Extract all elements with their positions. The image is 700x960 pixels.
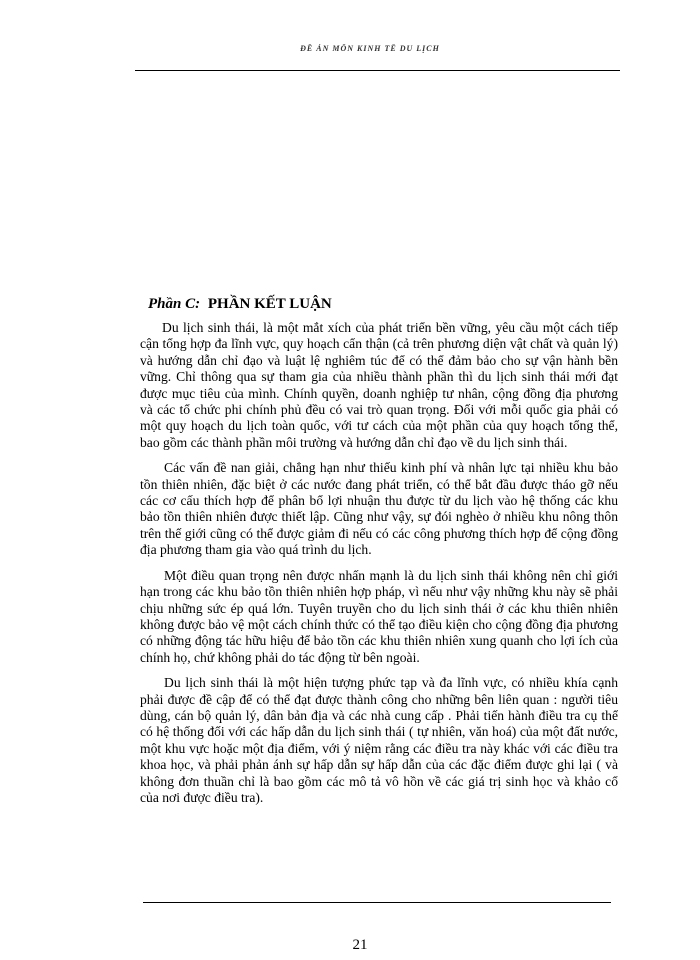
paragraph: Du lịch sinh thái là một hiện tượng phức tạp và đa lĩnh vực, có nhiều khía cạnh phải được đề cập để có thể đạt được thành công cho những bên liên quan : người tiêu dùng, cán bộ quản lý, dân bản địa và các nhà cung cấp . Phải tiến hành điều tra cụ thể có hệ thống đối với các hấp dẫn du lịch sinh thái ( tự nhiên, văn hoá) của một đất nước, một khu vực hoặc một địa điểm, với ý niệm rằng các điều tra này khác với các điều tra khoa học, và phải phản ánh sự hấp dẫn sự hấp dẫn của các đặc điểm được ghi lại ( và không đơn thuần chỉ là bao gồm các mô tả vô hồn về các giá trị sinh học và khảo cổ của nơi được điều tra). (140, 675, 618, 805)
header-divider (135, 70, 620, 71)
running-header: ĐỀ ÁN MÔN KINH TẾ DU LỊCH (300, 44, 440, 53)
page-number: 21 (352, 937, 368, 953)
paragraph: Một điều quan trọng nên được nhấn mạnh là du lịch sinh thái không nên chỉ giới hạn trong các khu bảo tồn thiên nhiên hợp pháp, vì nếu như vậy những khu này sẽ phải chịu những sức ép quá lớn. Tuyên truyền cho du lịch sinh thái ở các khu thiên nhiên không được bảo vệ một cách chính thức có thể tạo điều kiện cho cộng đồng địa phương có những động tác hữu hiệu để bảo tồn các khu thiên nhiên xung quanh cho lợi ích của chính họ, chứ không phải do tác động từ bên ngoài. (140, 567, 618, 665)
paragraph: Các vấn đề nan giải, chẳng hạn như thiếu kinh phí và nhân lực tại nhiều khu bảo tồn thiên nhiên, đặc biệt ở các nước đang phát triển, có thể bắt đầu được tháo gỡ nếu các cơ cấu thích hợp để phân bổ lợi nhuận thu được từ du lịch vào hệ thống các khu bảo tồn thiên nhiên được thiết lập. Cũng như vậy, sự đói nghèo ở nhiều khu nông thôn trên thế giới cũng có thể được giảm đi nếu có các công phương thích hợp để cộng đồng địa phương tham gia vào quá trình du lịch. (140, 460, 618, 558)
section-title: PHẦN KẾT LUẬN (207, 296, 332, 312)
footer-divider (143, 902, 611, 903)
section-heading (148, 296, 332, 313)
body-text (140, 320, 618, 815)
paragraph: Du lịch sinh thái, là một mắt xích của phát triển bền vững, yêu cầu một cách tiếp cận tổng hợp đa lĩnh vực, quy hoạch cẩn thận (cả trên phương diện vật chất và quản lý) và hướng dẫn chỉ đạo và luật lệ nghiêm túc để có thể đảm bảo cho sự vận hành bền vững. Chỉ thông qua sự tham gia của nhiều thành phần thì du lịch sinh thái mới đạt được mục tiêu của mình. Chính quyền, doanh nghiệp tư nhân, cộng đồng địa phương và các tổ chức phi chính phủ đều có vai trò quan trọng. Đối với mỗi quốc gia phải có một quy hoạch du lịch toàn quốc, với tư cách của một phần của quy hoạch tổng thể, bao gồm các thành phần môi trường và hướng dẫn chỉ đạo về du lịch sinh thái. (140, 320, 618, 450)
section-part-label: Phần C: (148, 296, 201, 312)
